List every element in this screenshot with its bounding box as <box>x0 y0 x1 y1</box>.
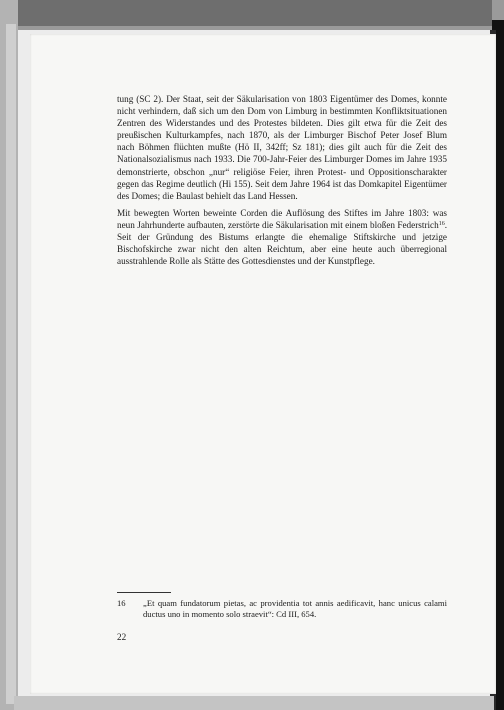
footnote-text: „Et quam fundatorum pietas, ac providentia tot annis aedificavit, hanc unicus calami ductus uno in momento solo straevit“: Cd III, 654. <box>143 598 447 619</box>
paragraph-1: tung (SC 2). Der Staat, seit der Säkularisation von 1803 Eigentümer des Domes, konnte nicht verhindern, daß sich um den Dom von Limburg in bestimmten Konfliktsituationen Zentren des Widerstandes und des Protestes bildeten. Dies gilt etwa für die Zeit des preußischen Kulturkampfes, nach 1870, als der Limburger Bischof Peter Josef Blum nach Böhmen flüchten mußte (Hö II, 342ff; Sz 181); dies gilt auch für die Zeit des Nationalsozialismus nach 1933. Die 700-Jahr-Feier des Limburger Domes im Jahre 1935 demonstrierte, obschon „nur“ religiöse Feier, ihren Protest- und Oppositionscharakter gegen das Regime deutlich (Hi 155). Seit dem Jahre 1964 ist das Domkapitel Eigentümer des Domes; die Baulast behielt das Land Hessen. <box>117 94 447 201</box>
footnote <box>117 598 447 620</box>
footnote-separator <box>117 592 171 593</box>
body-text <box>117 93 447 267</box>
footnote-reference: 16 <box>438 220 445 227</box>
paragraph-2-text-a: Mit bewegten Worten beweinte Corden die Auflösung des Stiftes im Jahre 1803: was neun Jahrhunderte aufbauten, zerstörte die Säkularisation mit einem bloßen Federstrich <box>117 207 447 230</box>
scan-bottom-border <box>14 696 494 710</box>
page-number: 22 <box>117 632 127 642</box>
paragraph-2-text-b: . Seit der Gründung des Bistums erlangte die ehemalige Stiftskirche und jetzige Bischofskirche zwar nicht den alten Reichtum, aber eine heute auch überregional ausstrahlende Rolle als Stätte des Gottesdienstes und der Kunstpflege. <box>117 219 447 267</box>
paragraph-2 <box>117 207 447 267</box>
footnote-number: 16 <box>117 598 126 608</box>
scan-top-shadow <box>14 0 492 26</box>
scan-left-binding <box>6 24 16 704</box>
